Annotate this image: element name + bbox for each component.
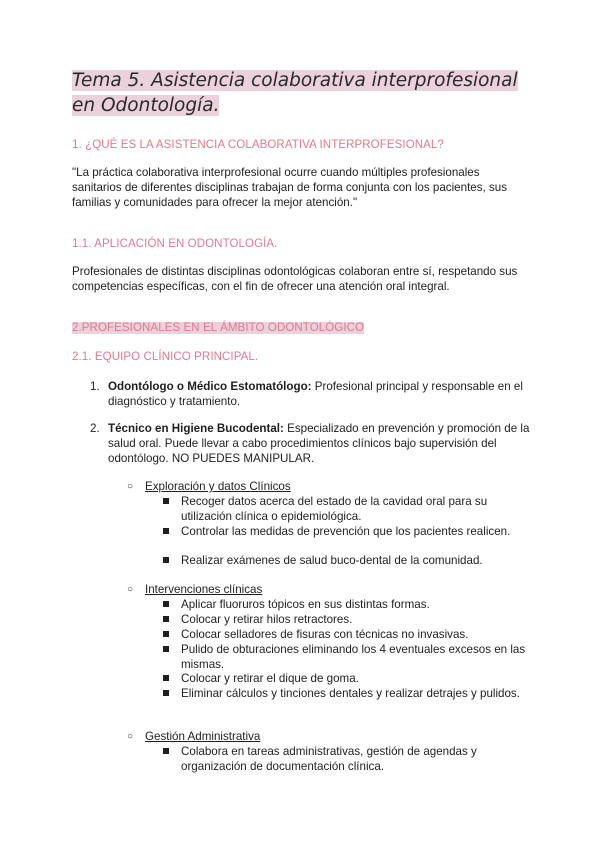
section-2-heading: 2.PROFESIONALES EN EL ÁMBITO ODONTOLÓGICO <box>72 322 365 334</box>
numbered-item-1 <box>90 379 530 409</box>
subsection-label: Intervenciones clínicas <box>145 583 263 596</box>
square-bullet-icon <box>163 498 169 504</box>
item-number: 2. <box>90 422 100 435</box>
list-item: Controlar las medidas de prevención que los pacientes realicen. <box>163 524 533 539</box>
list-item: Eliminar cálculos y tinciones dentales y realizar detrajes y pulidos. <box>163 686 533 701</box>
list-item: Aplicar fluoruros tópicos en sus distintas formas. <box>163 597 533 612</box>
subsection-exploracion <box>127 479 291 494</box>
section-1-1-text: Profesionales de distintas disciplinas odontológicas colaboran entre sí, respetando sus competencias específicas, con el fin de ofrecer una atención oral integral. <box>72 265 518 293</box>
square-bullet-icon <box>163 616 169 622</box>
page-title: Tema 5. Asistencia colaborativa interprofesional en Odontología. <box>72 70 518 116</box>
subsection-gestion <box>127 729 260 744</box>
subsection-label: Exploración y datos Clínicos <box>145 480 291 493</box>
list-item: Realizar exámenes de salud buco-dental de la comunidad. <box>163 553 533 568</box>
item-term: Odontólogo o Médico Estomatólogo: <box>108 380 312 393</box>
square-bullet-icon <box>163 675 169 681</box>
circle-bullet-icon: ○ <box>127 731 134 742</box>
section-1-heading: 1. ¿QUÉ ES LA ASISTENCIA COLABORATIVA INTERPROFESIONAL? <box>72 139 444 151</box>
list-item: Colocar y retirar hilos retractores. <box>163 612 533 627</box>
list-item: Colocar selladores de fisuras con técnicas no invasivas. <box>163 627 533 642</box>
square-bullet-icon <box>163 557 169 563</box>
subsection-label: Gestión Administrativa <box>145 730 261 743</box>
section-2-1-heading: 2.1. EQUIPO CLÍNICO PRINCIPAL. <box>72 351 259 363</box>
list-item: Pulido de obturaciones eliminando los 4 eventuales excesos en las mismas. <box>163 642 533 672</box>
numbered-item-2 <box>90 421 530 466</box>
square-bullet-icon <box>163 631 169 637</box>
item-term: Técnico en Higiene Bucodental: <box>108 422 284 435</box>
item-number: 1. <box>90 380 100 393</box>
section-1-1-heading: 1.1. APLICACIÓN EN ODONTOLOGÍA. <box>72 238 278 250</box>
circle-bullet-icon: ○ <box>127 584 134 595</box>
square-bullet-icon <box>163 528 169 534</box>
list-item: Colocar y retirar el dique de goma. <box>163 671 533 686</box>
square-bullet-icon <box>163 748 169 754</box>
section-1-quote: "La práctica colaborativa interprofesional ocurre cuando múltiples profesionales sanitarios de diferentes disciplinas trabajan de forma conjunta con los pacientes, sus familias y comunidades para ofrecer la mejor atención." <box>72 166 508 209</box>
square-bullet-icon <box>163 601 169 607</box>
subsection-intervenciones <box>127 582 262 597</box>
list-item: Recoger datos acerca del estado de la cavidad oral para su utilización clínica o epidemiológica. <box>163 494 533 524</box>
item-description: Especializado en prevención y promoción de la salud oral. Puede llevar a cabo procedimientos clínicos bajo supervisión del odontólogo. NO PUEDES MANIPULAR. <box>108 422 530 465</box>
list-item: Colabora en tareas administrativas, gestión de agendas y organización de documentación clínica. <box>163 744 533 774</box>
square-bullet-icon <box>163 690 169 696</box>
square-bullet-icon <box>163 646 169 652</box>
circle-bullet-icon: ○ <box>127 481 134 492</box>
item-description: Profesional principal y responsable en el diagnóstico y tratamiento. <box>108 380 523 408</box>
